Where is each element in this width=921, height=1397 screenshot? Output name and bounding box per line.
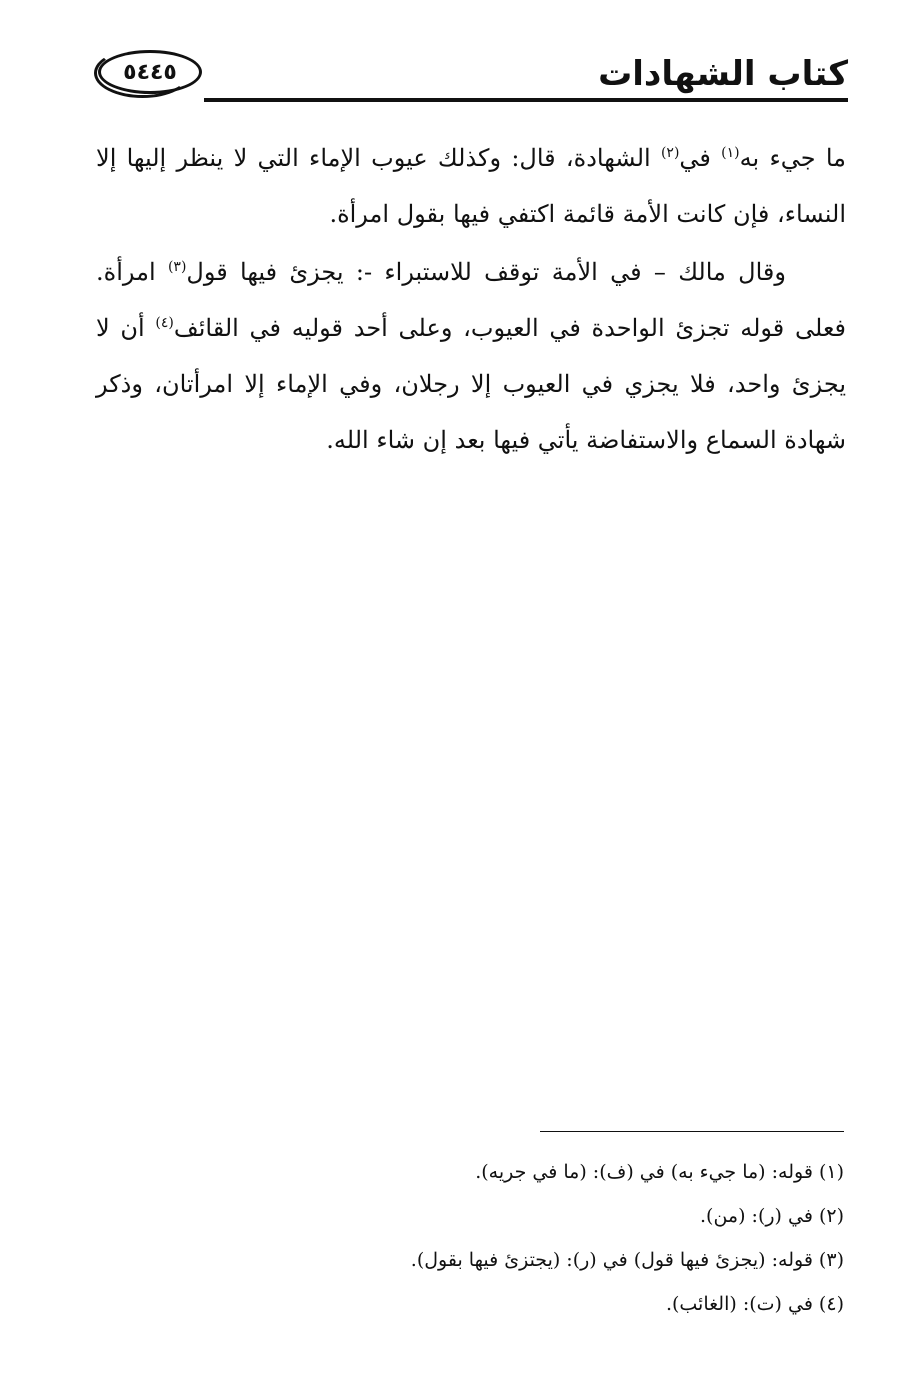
text-span: ما جيء به bbox=[739, 144, 847, 172]
text-span: الشهادة، قال: وكذلك عيوب الإماء التي لا ينظر إليها إلا النساء، فإن كانت الأمة قائمة اكتفي فيها بقول امرأة. bbox=[96, 144, 846, 228]
footnotes bbox=[96, 1150, 844, 1326]
footnote-1: (١) قوله: (ما جيء به) في (ف): (ما في جريه). bbox=[475, 1161, 844, 1183]
text-span: في bbox=[679, 144, 722, 172]
page-number: ٥٤٤٥ bbox=[123, 59, 177, 85]
text-span: أن لا يجزئ واحد، فلا يجزي في العيوب إلا رجلان، وفي الإماء إلا امرأتان، وذكر شهادة السماع والاستفاضة يأتي فيها بعد إن شاء الله. bbox=[96, 314, 846, 454]
footnote-ref-3: (٣) bbox=[167, 259, 187, 275]
text-span: وقال مالك – في الأمة توقف للاستبراء -: يجزئ فيها قول bbox=[186, 258, 786, 286]
footnote-ref-1: (١) bbox=[721, 145, 740, 161]
footnote-3: (٣) قوله: (يجزئ فيها قول) في (ر): (يجتزئ فيها بقول). bbox=[410, 1249, 844, 1271]
footnote-4: (٤) في (ت): (الغائب). bbox=[665, 1293, 844, 1315]
main-text bbox=[96, 130, 846, 468]
footnote-2: (٢) في (ر): (من). bbox=[700, 1205, 844, 1227]
header-rule bbox=[204, 98, 848, 102]
book-title: كتاب الشهادات bbox=[598, 54, 848, 94]
text-span: امرأة. فعلى قوله تجزئ الواحدة في العيوب، وعلى أحد قوليه في القائف bbox=[96, 258, 846, 342]
footnote-separator bbox=[540, 1131, 844, 1132]
footnote-ref-4: (٤) bbox=[155, 315, 174, 331]
paragraph-2 bbox=[96, 244, 846, 468]
footnote-ref-2: (٢) bbox=[660, 145, 680, 161]
paragraph-1 bbox=[96, 130, 846, 242]
page-number-badge bbox=[98, 50, 202, 94]
page-header bbox=[96, 44, 848, 106]
